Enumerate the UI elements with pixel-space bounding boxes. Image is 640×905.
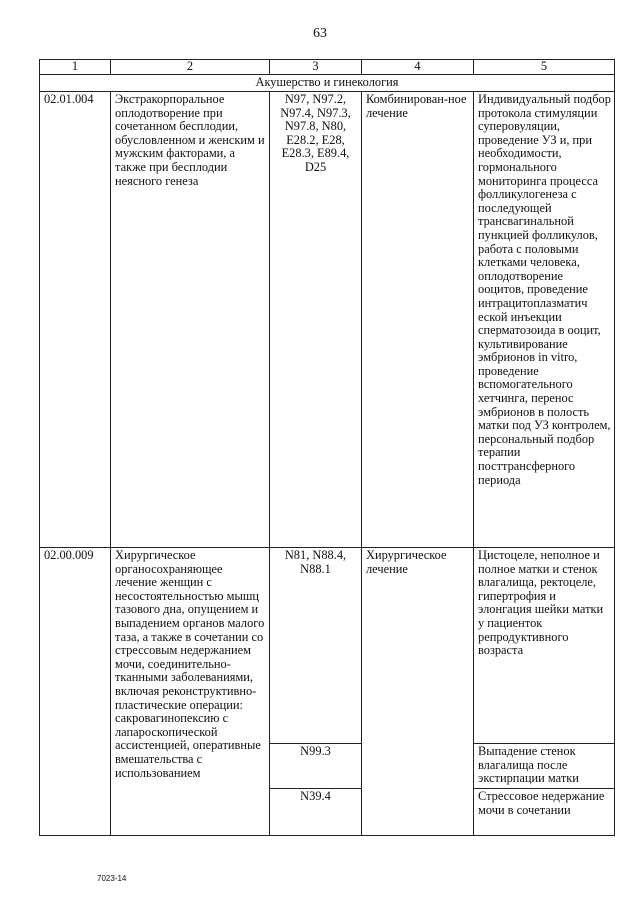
row-icd-codes: N99.3 bbox=[270, 744, 362, 789]
row-icd-codes: N39.4 bbox=[270, 789, 362, 836]
column-number: 1 bbox=[40, 60, 111, 75]
row-method: Индивидуальный подбор протокола стимуляции суперовуляции, проведение УЗ и, при необходимости, гормонального мониторинга процесса фолликулогенеза с последующей трансвагинальной пункцией фолликулов, работа с половыми клетками человека, оплодотворение ооцитов, проведение интрацитоплазматич еской инъекции сперматозоида в ооцит, культивирование эмбрионов in vitro, проведение вспомогательного хетчинга, перенос эмбрионов в полость матки под УЗ контролем, персональный подбор терапии посттрансферного периода bbox=[474, 92, 615, 548]
table-row bbox=[40, 548, 615, 744]
row-code: 02.00.009 bbox=[40, 548, 111, 836]
table-row bbox=[40, 92, 615, 548]
column-number: 5 bbox=[474, 60, 615, 75]
column-number-row bbox=[40, 60, 615, 75]
row-method: Выпадение стенок влагалища после экстирпации матки bbox=[474, 744, 615, 789]
row-code: 02.01.004 bbox=[40, 92, 111, 548]
row-icd-codes: N81, N88.4, N88.1 bbox=[270, 548, 362, 744]
row-method: Цистоцеле, неполное и полное матки и стенок влагалища, ректоцеле, гипертрофия и элонгация шейки матки у пациенток репродуктивного возраста bbox=[474, 548, 615, 744]
row-name: Хирургическое органосохраняющее лечение женщин с несостоятельностью мышц тазового дна, опущением и выпадением органов малого таза, а также в сочетании со стрессовым недержанием мочи, соединительно-тканными заболеваниями, включая реконструктивно-пластические операции: сакровагинопексию с лапароскопической ассистенцией, оперативные вмешательства с использованием bbox=[111, 548, 270, 836]
page-number: 63 bbox=[313, 26, 327, 41]
section-title: Акушерство и гинекология bbox=[40, 75, 615, 92]
row-icd-codes: N97, N97.2, N97.4, N97.3, N97.8, N80, E28.2, E28, E28.3, E89.4, D25 bbox=[270, 92, 362, 548]
column-number: 4 bbox=[362, 60, 474, 75]
column-number: 2 bbox=[111, 60, 270, 75]
row-treatment: Комбинирован-ное лечение bbox=[362, 92, 474, 548]
row-method: Стрессовое недержание мочи в сочетании bbox=[474, 789, 615, 836]
column-number: 3 bbox=[270, 60, 362, 75]
section-row bbox=[40, 75, 615, 92]
row-name: Экстракорпоральное оплодотворение при сочетанном бесплодии, обусловленном и женским и мужским факторами, а также при бесплодии неясного генеза bbox=[111, 92, 270, 548]
document-footer-code: 7023-14 bbox=[97, 874, 127, 883]
medical-care-table bbox=[39, 59, 615, 836]
row-treatment: Хирургическое лечение bbox=[362, 548, 474, 836]
